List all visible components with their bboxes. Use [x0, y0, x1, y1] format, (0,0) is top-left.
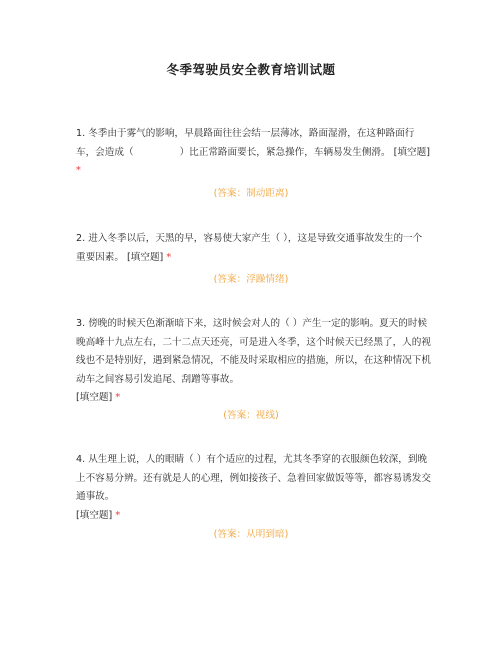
document-title: 冬季驾驶员安全教育培训试题	[166, 62, 336, 77]
required-mark: *	[115, 509, 121, 521]
question-4	[76, 451, 431, 525]
required-mark: *	[76, 165, 81, 176]
question-1-text-part1: 1. 冬季由于雾气的影响，早晨路面往往会结一层薄冰，路面湿滑，在这种路面行车，会造成（	[76, 128, 415, 158]
question-3	[76, 315, 431, 408]
question-3-text: 3. 傍晚的时候天色渐渐暗下来，这时候会对人的（ ）产生一定的影响。夏天的时候晚高峰十九点左右，二十二点天还亮，可是进入冬季，这个时候天已经黑了，人的视线也不是特别好，遇到紧急情况，不能及时采取相应的措施，所以，在这种情况下机动车之间容易引发追尾、刮蹭等事故。	[76, 318, 431, 385]
question-2-answer: (答案：浮躁情绪)	[213, 274, 289, 285]
required-mark: *	[115, 392, 121, 403]
question-4-type-label: [填空题]	[76, 509, 113, 521]
question-4-text: 4. 从生理上说，人的眼睛（ ）有个适应的过程，尤其冬季穿的衣服颜色较深，到晚上不容易分辨。还有就是人的心理，例如接孩子、急着回家做饭等等，都容易诱发交通事故。	[76, 454, 431, 502]
question-2	[76, 230, 431, 267]
required-mark: *	[166, 251, 172, 263]
question-2-text: 2. 进入冬季以后，天黑的早，容易使大家产生（ ），这是导致交通事故发生的一个重要因素。 [填空题]	[76, 233, 423, 263]
question-1	[76, 125, 431, 181]
question-4-answer: (答案：从明到暗)	[213, 529, 289, 540]
question-1-text-part2: ）比正常路面要长，紧急操作，车辆易发生侧滑。 [填空题]	[179, 146, 430, 158]
question-3-answer: (答案：视线)	[223, 410, 279, 421]
question-3-type-label: [填空题]	[76, 392, 113, 403]
question-1-answer: (答案：制动距离)	[213, 188, 289, 199]
